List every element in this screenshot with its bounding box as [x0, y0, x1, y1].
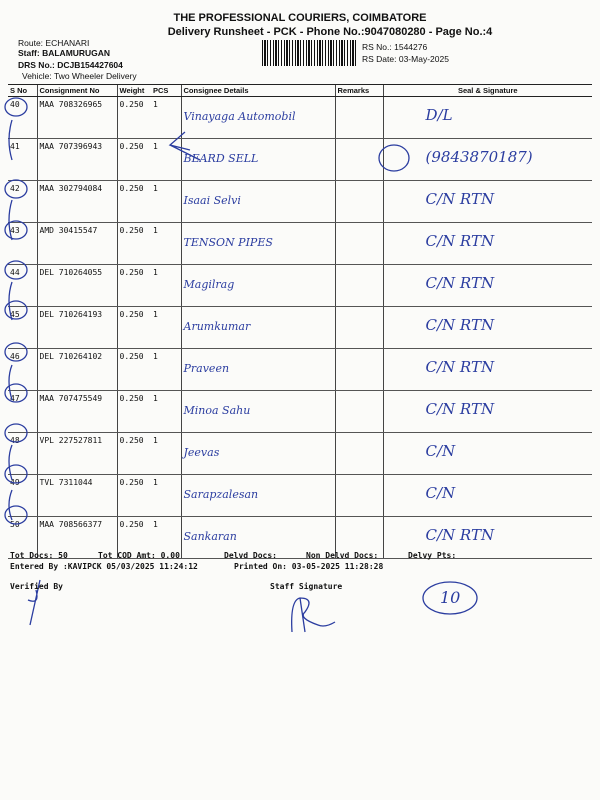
table-row: [8, 349, 592, 391]
row-pcs: [151, 349, 181, 391]
row-consignment: [37, 265, 117, 307]
col-remarks: Remarks: [335, 85, 383, 97]
row-sno-text: 48: [10, 436, 20, 445]
table-row: [8, 475, 592, 517]
tot-cod: Tot COD Amt: 0.00: [98, 551, 180, 560]
row-seal-text: C/N RTN: [425, 526, 495, 544]
row-consignee: [181, 475, 335, 517]
row-consignment-text: DEL 710264193: [39, 310, 103, 319]
row-seal: [383, 223, 592, 265]
row-consignee: [181, 181, 335, 223]
row-seal-text: (9843870187): [425, 148, 533, 166]
row-seal: [383, 265, 592, 307]
row-consignment: [37, 223, 117, 265]
row-seal-text: C/N: [425, 442, 456, 460]
row-weight: [117, 433, 151, 475]
row-weight-text: 0.250: [119, 436, 144, 445]
company-title: THE PROFESSIONAL COURIERS, COIMBATORE: [173, 12, 427, 24]
row-seal: [383, 139, 592, 181]
row-weight-text: 0.250: [119, 142, 144, 151]
row-remarks: [335, 223, 383, 265]
col-pcs: PCS: [151, 85, 181, 97]
row-seal: [383, 349, 592, 391]
row-sno: [8, 223, 37, 265]
row-consignment: [37, 307, 117, 349]
row-consignee-text: Vinayaga Automobil: [183, 110, 296, 123]
verified-by-label: Verified By: [10, 582, 63, 591]
table-row: [8, 181, 592, 223]
row-consignment-text: VPL 227527811: [39, 436, 103, 445]
row-consignee-text: Minoa Sahu: [183, 404, 251, 417]
row-pcs-text: 1: [153, 142, 158, 151]
row-sno: [8, 265, 37, 307]
row-seal-text: C/N RTN: [425, 316, 495, 334]
row-seal-text: D/L: [425, 106, 453, 124]
row-sno: [8, 475, 37, 517]
row-consignment: [37, 97, 117, 139]
row-pcs: [151, 139, 181, 181]
row-consignment-text: AMD 30415547: [39, 226, 98, 235]
table-row: [8, 223, 592, 265]
rs-date-label: RS Date: 03-May-2025: [362, 54, 449, 64]
row-sno-text: 50: [10, 520, 20, 529]
row-consignment-text: DEL 710264055: [39, 268, 103, 277]
row-consignee: [181, 97, 335, 139]
table-row: [8, 433, 592, 475]
row-pcs: [151, 433, 181, 475]
row-weight-text: 0.250: [119, 268, 144, 277]
row-weight-text: 0.250: [119, 100, 144, 109]
row-consignee: [181, 307, 335, 349]
row-pcs: [151, 181, 181, 223]
row-sno-text: 47: [10, 394, 20, 403]
table-header-row: [8, 85, 592, 97]
row-pcs: [151, 475, 181, 517]
row-pcs-text: 1: [153, 436, 158, 445]
row-seal: [383, 97, 592, 139]
staff-label: Staff: BALAMURUGAN: [18, 48, 111, 58]
row-seal: [383, 475, 592, 517]
row-weight: [117, 307, 151, 349]
row-pcs-text: 1: [153, 310, 158, 319]
row-sno-text: 41: [10, 142, 20, 151]
row-consignee-text: Isaai Selvi: [183, 194, 241, 207]
row-remarks: [335, 265, 383, 307]
delvy-pts: Delvy Pts:: [408, 551, 457, 560]
row-seal-text: C/N RTN: [425, 274, 495, 292]
table-row: [8, 265, 592, 307]
row-remarks: [335, 181, 383, 223]
row-seal-text: C/N RTN: [425, 400, 495, 418]
row-pcs: [151, 265, 181, 307]
table-row: [8, 139, 592, 181]
rs-no-label: RS No.: 1544276: [362, 42, 428, 52]
row-consignee: [181, 223, 335, 265]
col-seal: Seal & Signature: [383, 85, 592, 97]
row-consignment-text: MAA 708326965: [39, 100, 103, 109]
row-consignee: [181, 391, 335, 433]
row-seal: [383, 307, 592, 349]
row-weight: [117, 349, 151, 391]
row-pcs-text: 1: [153, 268, 158, 277]
tot-docs: Tot Docs: 50: [10, 551, 68, 560]
staff-signature-label: Staff Signature: [270, 582, 343, 591]
row-remarks: [335, 391, 383, 433]
row-consignee: [181, 349, 335, 391]
row-sno-text: 42: [10, 184, 20, 193]
row-weight-text: 0.250: [119, 352, 144, 361]
row-sno: [8, 433, 37, 475]
row-pcs-text: 1: [153, 352, 158, 361]
delvd-docs: Delvd Docs:: [224, 551, 277, 560]
row-weight-text: 0.250: [119, 184, 144, 193]
row-sno-text: 43: [10, 226, 20, 235]
row-consignee-text: TENSON PIPES: [183, 236, 273, 249]
row-weight: [117, 139, 151, 181]
row-weight-text: 0.250: [119, 310, 144, 319]
row-pcs: [151, 97, 181, 139]
row-seal: [383, 181, 592, 223]
row-consignment: [37, 139, 117, 181]
row-consignment-text: MAA 302794084: [39, 184, 103, 193]
row-remarks: [335, 97, 383, 139]
row-consignee-text: Sarapzalesan: [183, 488, 259, 501]
row-seal-text: C/N RTN: [425, 232, 495, 250]
row-weight: [117, 391, 151, 433]
col-sno: S No: [8, 85, 37, 97]
row-consignment-text: MAA 708566377: [39, 520, 103, 529]
row-sno-text: 46: [10, 352, 20, 361]
row-sno: [8, 391, 37, 433]
row-pcs-text: 1: [153, 100, 158, 109]
table-row: [8, 307, 592, 349]
row-pcs-text: 1: [153, 184, 158, 193]
handwritten-points: 10: [440, 588, 461, 607]
printed-on: Printed On: 03-05-2025 11:28:28: [234, 562, 384, 571]
row-weight-text: 0.250: [119, 226, 144, 235]
row-pcs: [151, 307, 181, 349]
drs-label: DRS No.: DCJB154427604: [18, 60, 123, 70]
row-pcs-text: 1: [153, 394, 158, 403]
row-seal-text: C/N: [425, 484, 456, 502]
row-consignee-text: Jeevas: [183, 446, 220, 459]
row-consignee: [181, 433, 335, 475]
row-consignee-text: BEARD SELL: [183, 152, 259, 165]
runsheet-table: [8, 84, 592, 559]
row-seal: [383, 391, 592, 433]
row-consignment-text: MAA 707475549: [39, 394, 103, 403]
row-consignment-text: TVL 7311044: [39, 478, 93, 487]
row-sno-text: 40: [10, 100, 20, 109]
row-consignment: [37, 433, 117, 475]
row-sno: [8, 139, 37, 181]
row-consignment: [37, 181, 117, 223]
row-pcs-text: 1: [153, 520, 158, 529]
row-sno: [8, 181, 37, 223]
row-consignee-text: Magilrag: [183, 278, 235, 291]
row-pcs: [151, 391, 181, 433]
row-consignee: [181, 265, 335, 307]
row-weight: [117, 475, 151, 517]
row-seal: [383, 433, 592, 475]
row-weight-text: 0.250: [119, 520, 144, 529]
row-consignment-text: MAA 707396943: [39, 142, 103, 151]
col-consignee: Consignee Details: [181, 85, 335, 97]
row-sno: [8, 307, 37, 349]
row-weight: [117, 223, 151, 265]
row-sno: [8, 97, 37, 139]
row-remarks: [335, 433, 383, 475]
row-consignee-text: Praveen: [183, 362, 230, 375]
row-seal-text: C/N RTN: [425, 190, 495, 208]
row-remarks: [335, 307, 383, 349]
barcode: [262, 40, 357, 66]
row-weight-text: 0.250: [119, 478, 144, 487]
row-consignment: [37, 391, 117, 433]
row-pcs-text: 1: [153, 226, 158, 235]
row-sno-text: 45: [10, 310, 20, 319]
row-weight: [117, 181, 151, 223]
non-delvd-docs: Non Delvd Docs:: [306, 551, 379, 560]
row-consignee-text: Sankaran: [183, 530, 237, 543]
staff-signature-mark: [292, 598, 335, 632]
row-remarks: [335, 475, 383, 517]
row-weight: [117, 97, 151, 139]
col-consignment: Consignment No: [37, 85, 117, 97]
table-row: [8, 97, 592, 139]
col-weight: Weight: [117, 85, 151, 97]
vehicle-label: Vehicle: Two Wheeler Delivery: [22, 71, 137, 81]
runsheet-title: Delivery Runsheet - PCK - Phone No.:9047080280 - Page No.:4: [167, 26, 493, 38]
row-consignment: [37, 349, 117, 391]
row-remarks: [335, 349, 383, 391]
row-sno-text: 49: [10, 478, 20, 487]
row-consignment: [37, 475, 117, 517]
table-row: [8, 517, 592, 559]
row-sno: [8, 349, 37, 391]
row-remarks: [335, 139, 383, 181]
row-sno-text: 44: [10, 268, 20, 277]
row-weight: [117, 265, 151, 307]
row-consignee: [181, 139, 335, 181]
row-consignee-text: Arumkumar: [183, 320, 251, 333]
row-weight-text: 0.250: [119, 394, 144, 403]
row-consignment-text: DEL 710264102: [39, 352, 103, 361]
row-pcs: [151, 223, 181, 265]
route-label: Route: ECHANARI: [18, 38, 90, 48]
row-pcs-text: 1: [153, 478, 158, 487]
entered-by: Entered By :KAVIPCK 05/03/2025 11:24:12: [10, 562, 198, 571]
row-seal-text: C/N RTN: [425, 358, 495, 376]
table-row: [8, 391, 592, 433]
